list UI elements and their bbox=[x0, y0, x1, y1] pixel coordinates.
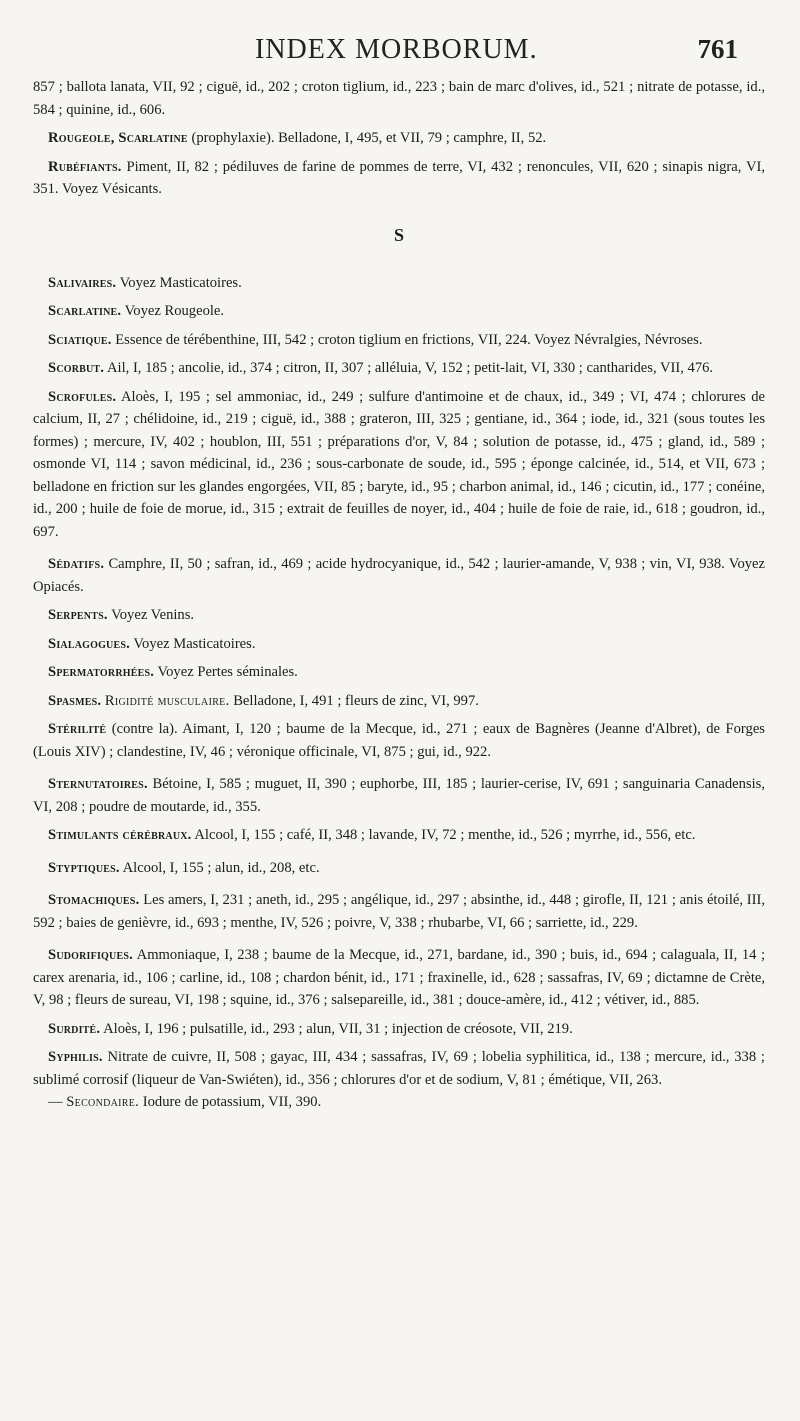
section-letter: S bbox=[393, 224, 404, 245]
entry-text: Ail, I, 185 ; ancolie, id., 374 ; citron, II, 307 ; alléluia, V, 152 ; petit-lait, VI, 330 ; cantharides, VII, 476. bbox=[107, 360, 714, 376]
entry-rougeole bbox=[33, 127, 765, 150]
entry-text: Piment, II, 82 ; pédiluves de farine de pommes de terre, VI, 432 ; renoncules, VII, 620 ; sinapis nigra, VI, 351. Voyez Vésicants. bbox=[33, 158, 766, 197]
entry-sedatifs bbox=[33, 553, 765, 598]
entry-text: Camphre, II, 50 ; safran, id., 469 ; acide hydrocyanique, id., 542 ; laurier-amande, V, 938 ; vin, VI, 938. Voyez Opiacés. bbox=[33, 556, 765, 595]
entry-text: Voyez Masticatoires. bbox=[119, 274, 242, 291]
entry-sciatique bbox=[33, 329, 765, 352]
entry-sternutatoires bbox=[33, 773, 765, 818]
entry-headword: Rubéfiants. bbox=[48, 158, 122, 175]
entry-headword: Stérilité bbox=[48, 721, 107, 737]
index-body bbox=[33, 76, 765, 1114]
entry-stomachiques bbox=[33, 889, 765, 934]
entry-syphilis bbox=[33, 1046, 765, 1091]
entry-text: (prophylaxie). Belladone, I, 495, et VII, 79 ; camphre, II, 52. bbox=[191, 130, 547, 146]
entry-salivaires bbox=[33, 272, 765, 295]
entry-headword: Scarlatine. bbox=[48, 303, 122, 319]
entry-headword: Stomachiques. bbox=[48, 892, 140, 908]
entry-continuation bbox=[33, 76, 765, 121]
entry-dash: — bbox=[48, 1094, 63, 1110]
entry-text: 857 ; ballota lanata, VII, 92 ; ciguë, id., 202 ; croton tiglium, id., 223 ; bain de marc d'olives, id., 521 ; nitrate de potasse, id., 584 ; quinine, id., 606. bbox=[33, 79, 765, 118]
entry-scarlatine bbox=[33, 300, 765, 323]
page-number: 761 bbox=[697, 34, 738, 64]
entry-text: Alcool, I, 155 ; alun, id., 208, etc. bbox=[122, 859, 320, 876]
running-title: INDEX MORBORUM. bbox=[255, 34, 538, 65]
entry-headword: Scorbut. bbox=[48, 360, 105, 376]
entry-headword: Serpents. bbox=[48, 607, 108, 623]
entry-headword: Syphilis. bbox=[48, 1049, 103, 1065]
entry-sterilite bbox=[33, 718, 765, 763]
entry-text: Les amers, I, 231 ; aneth, id., 295 ; angélique, id., 297 ; absinthe, id., 448 ; girofle, II, 121 ; anis étoilé, III, 592 ; baies de genièvre, id., 693 ; menthe, IV, 526 ; poivre, V, 338 ; rhubarbe, VI, 66 ; sarriette, id., 229. bbox=[33, 892, 765, 931]
entry-headword: Scrofules. bbox=[48, 388, 117, 405]
entry-spermatorrhees bbox=[33, 661, 765, 684]
entry-headword: Sialagogues. bbox=[48, 635, 130, 652]
entry-styptiques bbox=[33, 857, 765, 880]
entry-headword: Styptiques. bbox=[48, 859, 120, 876]
entry-scrofules bbox=[33, 386, 765, 544]
entry-text: Nitrate de cuivre, II, 508 ; gayac, III, 434 ; sassafras, IV, 69 ; lobelia syphilitica, id., 138 ; mercure, id., 338 ; sublimé corrosif (liqueur de Van-Swiéten), id., 356 ; chlorures d'or et de sodium, V, 81 ; émétique, VII, 263. bbox=[33, 1049, 765, 1088]
entry-text: Aloès, I, 195 ; sel ammoniac, id., 249 ; sulfure d'antimoine et de chaux, id., 349 ; VI, 474 ; chlorures de calcium, II, 27 ; chélidoine, id., 219 ; ciguë, id., 388 ; grateron, III, 325 ; gentiane, id., 364 ; iode, id., 321 (sous toutes les formes) ; mercure, IV, 402 ; houblon, III, 551 ; préparations d'or, V, 84 ; solution de potasse, id., 475 ; gland, id., 589 ; osmonde VI, 114 ; savon médicinal, id., 236 ; sous-carbonate de soude, id., 595 ; éponge calcinée, id., 514, et VII, 673 ; belladone en friction sur les glandes engorgées, VII, 85 ; baryte, id., 95 ; charbon animal, id., 146 ; cicutin, id., 177 ; conéine, id., 200 ; huile de foie de morue, id., 315 ; extrait de feuilles de noyer, id., 404 ; huile de foie de raie, id., 618 ; goudron, id., 697. bbox=[33, 388, 765, 540]
entry-scorbut bbox=[33, 357, 765, 380]
page-header bbox=[0, 34, 800, 74]
entry-headword: Stimulants cérébraux. bbox=[48, 827, 192, 843]
entry-text: Aloès, I, 196 ; pulsatille, id., 293 ; alun, VII, 31 ; injection de créosote, VII, 219. bbox=[103, 1020, 573, 1037]
entry-subheading: Secondaire. bbox=[66, 1094, 140, 1110]
entry-subheading: Rigidité musculaire. bbox=[104, 692, 230, 709]
entry-headword: Sciatique. bbox=[48, 331, 112, 348]
entry-headword: Spasmes. bbox=[48, 692, 102, 709]
entry-headword: Surdité. bbox=[48, 1020, 101, 1037]
entry-syphilis-secondaire bbox=[33, 1091, 765, 1114]
entry-sudorifiques bbox=[33, 944, 765, 1012]
entry-text: Voyez Pertes séminales. bbox=[157, 664, 298, 680]
entry-headword: Sternutatoires. bbox=[48, 776, 148, 792]
entry-text: Alcool, I, 155 ; café, II, 348 ; lavande, IV, 72 ; menthe, id., 526 ; myrrhe, id., 556, etc. bbox=[194, 827, 696, 843]
entry-text: Voyez Masticatoires. bbox=[133, 635, 256, 652]
entry-spasmes bbox=[33, 690, 765, 713]
entry-text: (contre la). Aimant, I, 120 ; baume de la Mecque, id., 271 ; eaux de Bagnères (Jeanne d'Albret), de Forges (Louis XIV) ; clandestine, IV, 46 ; véronique officinale, VI, 875 ; gui, id., 922. bbox=[33, 721, 765, 760]
entry-headword: Spermatorrhées. bbox=[48, 664, 155, 680]
entry-stimulants bbox=[33, 824, 765, 847]
entry-surdite bbox=[33, 1018, 765, 1041]
entry-text: Voyez Rougeole. bbox=[124, 303, 225, 319]
entry-headword: Rougeole, Scarlatine bbox=[48, 130, 188, 146]
entry-text: Voyez Venins. bbox=[111, 607, 195, 623]
entry-text: Iodure de potassium, VII, 390. bbox=[142, 1094, 322, 1110]
entry-headword: Sédatifs. bbox=[48, 556, 105, 572]
entry-serpents bbox=[33, 604, 765, 627]
entry-sialagogues bbox=[33, 633, 765, 656]
entry-text: Ammoniaque, I, 238 ; baume de la Mecque, id., 271, bardane, id., 390 ; buis, id., 694 ; calaguala, II, 14 ; carex arenaria, id., 106 ; carline, id., 108 ; chardon bénit, id., 171 ; fraxinelle, id., 628 ; sassafras, IV, 69 ; dictamne de Crète, V, 98 ; fleurs de sureau, VI, 198 ; squine, id., 376 ; salsepareille, id., 381 ; douce-amère, id., 412 ; vétiver, id., 885. bbox=[33, 947, 765, 1008]
entry-headword: Sudorifiques. bbox=[48, 947, 133, 963]
entry-text: Bétoine, I, 585 ; muguet, II, 390 ; euphorbe, III, 185 ; laurier-cerise, IV, 691 ; sanguinaria Canadensis, VI, 208 ; poudre de moutarde, id., 355. bbox=[33, 776, 765, 815]
entry-text: Essence de térébenthine, III, 542 ; croton tiglium en frictions, VII, 224. Voyez Névralgies, Névroses. bbox=[115, 331, 703, 348]
entry-text: Belladone, I, 491 ; fleurs de zinc, VI, 997. bbox=[233, 692, 479, 709]
entry-headword: Salivaires. bbox=[48, 274, 117, 291]
entry-rubefiants bbox=[33, 156, 765, 201]
